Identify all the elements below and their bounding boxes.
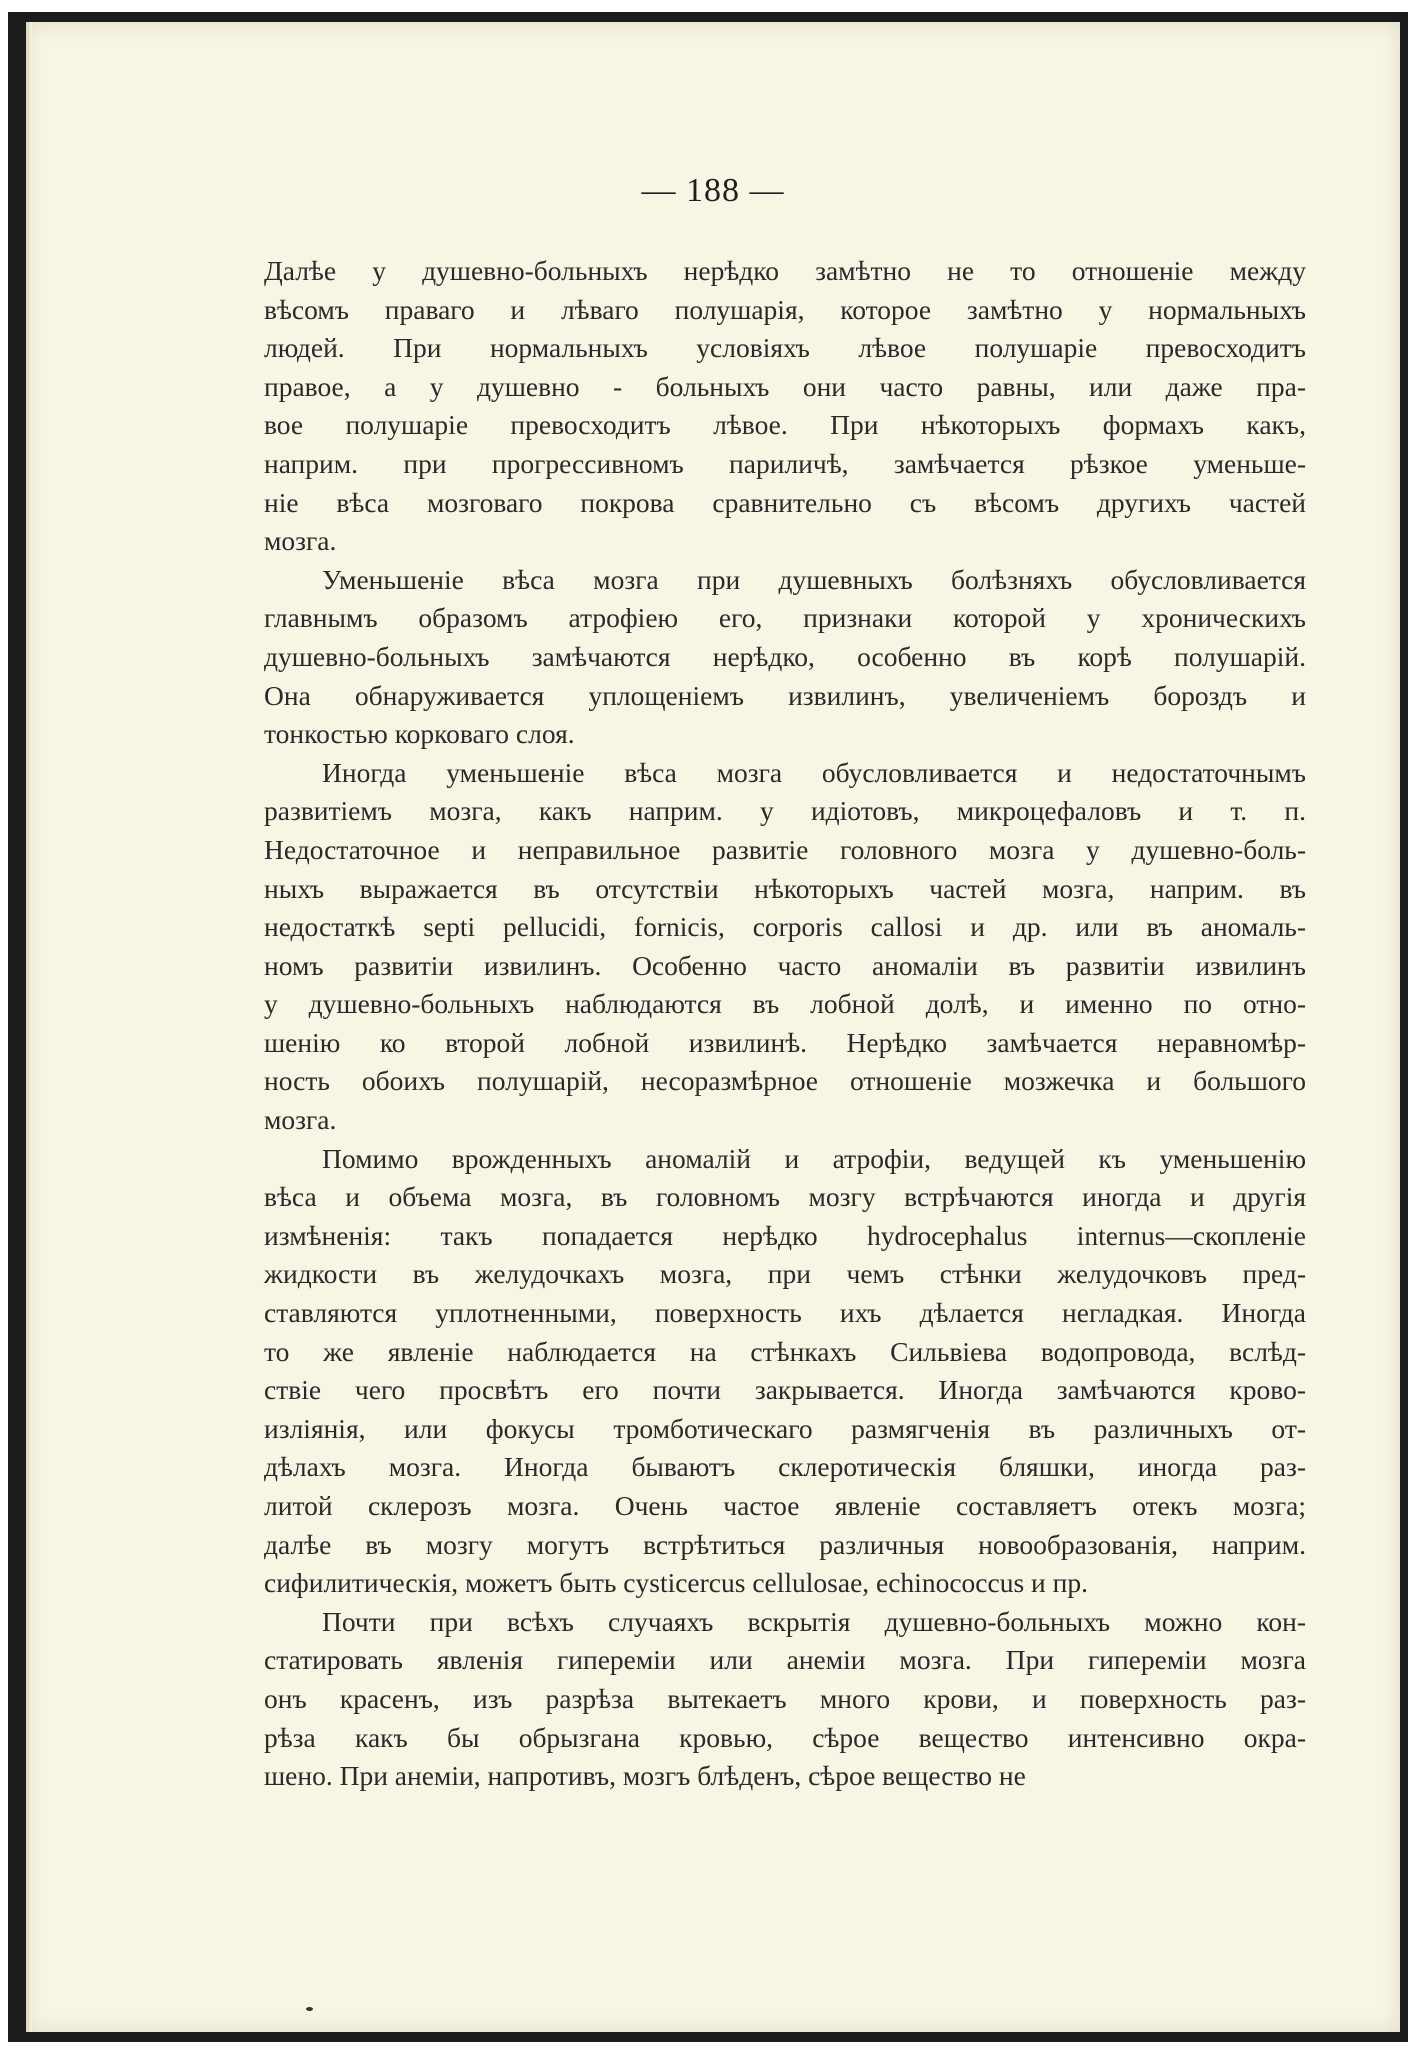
text-line: правое, а у душевно - больныхъ они часто равны, или даже пра- xyxy=(264,370,1306,402)
text-line: шенію ко второй лобной извилинѣ. Нерѣдко замѣчается неравномѣр- xyxy=(264,1026,1306,1058)
ink-speck xyxy=(306,2007,313,2011)
paragraph xyxy=(264,754,1306,1140)
paragraph xyxy=(264,561,1306,754)
text-line: Уменьшеніе вѣса мозга при душевныхъ болѣзняхъ обусловливается xyxy=(322,563,1306,595)
text-line: людей. При нормальныхъ условіяхъ лѣвое полушаріе превосходитъ xyxy=(264,332,1306,364)
text-line: Она обнаруживается уплощеніемъ извилинъ, увеличеніемъ бороздъ и xyxy=(264,679,1306,711)
text-line: литой склерозъ мозга. Очень частое явленіе составляетъ отекъ мозга; xyxy=(264,1490,1306,1521)
text-line: вѣса и объема мозга, въ головномъ мозгу встрѣчаются иногда и другія xyxy=(264,1181,1306,1213)
text-line: мозга. xyxy=(264,525,337,557)
text-line: статировать явленія гипереміи или анеміи мозга. При гипереміи мозга xyxy=(264,1644,1306,1676)
body-text xyxy=(264,252,1306,1796)
text-line: душевно-больныхъ замѣчаются нерѣдко, особенно въ корѣ полушарій. xyxy=(264,640,1306,672)
text-line: ствіе чего просвѣтъ его почти закрывается. Иногда замѣчаются крово- xyxy=(264,1374,1306,1406)
text-line: тонкостью корковаго слоя. xyxy=(264,718,575,750)
text-line: то же явленіе наблюдается на стѣнкахъ Сильвіева водопровода, вслѣд- xyxy=(264,1335,1306,1367)
text-line: дѣлахъ мозга. Иногда бываютъ склеротическія бляшки, иногда раз- xyxy=(264,1451,1306,1483)
text-line: вое полушаріе превосходитъ лѣвое. При нѣкоторыхъ формахъ какъ, xyxy=(264,409,1306,441)
text-line: ныхъ выражается въ отсутствіи нѣкоторыхъ частей мозга, наприм. въ xyxy=(264,872,1306,904)
paragraph xyxy=(264,1140,1306,1603)
text-line: Иногда уменьшеніе вѣса мозга обусловливается и недостаточнымъ xyxy=(322,756,1306,788)
text-line: номъ развитіи извилинъ. Особенно часто аномаліи въ развитіи извилинъ xyxy=(264,949,1306,981)
text-line: Почти при всѣхъ случаяхъ вскрытія душевно-больныхъ можно кон- xyxy=(322,1605,1306,1637)
text-line: шено. При анеміи, напротивъ, мозгъ блѣденъ, сѣрое вещество не xyxy=(264,1760,1026,1792)
text-line: сифилитическія, можетъ быть cysticercus cellulosae, echinococcus и пр. xyxy=(264,1567,1088,1599)
page-number: — 188 — xyxy=(641,172,785,209)
text-line: наприм. при прогрессивномъ париличѣ, замѣчается рѣзкое уменьше- xyxy=(264,447,1306,479)
text-line: главнымъ образомъ атрофіею его, признаки которой у хроническихъ xyxy=(264,602,1306,634)
text-line: рѣза какъ бы обрызгана кровью, сѣрое вещество интенсивно окра- xyxy=(264,1721,1306,1753)
text-line: далѣе въ мозгу могутъ встрѣтиться различныя новообразованія, наприм. xyxy=(264,1528,1306,1560)
paragraph xyxy=(264,1603,1306,1796)
text-line: развитіемъ мозга, какъ наприм. у идіотовъ, микроцефаловъ и т. п. xyxy=(264,795,1306,827)
text-line: Недостаточное и неправильное развитіе головного мозга у душевно-боль- xyxy=(264,833,1306,865)
text-line: ніе вѣса мозговаго покрова сравнительно съ вѣсомъ другихъ частей xyxy=(264,486,1306,518)
paragraph xyxy=(264,252,1306,561)
book-page xyxy=(26,22,1400,2032)
text-line: измѣненія: такъ попадается нерѣдко hydrocephalus internus—скопленіе xyxy=(264,1219,1306,1251)
text-line: онъ красенъ, изъ разрѣза вытекаетъ много крови, и поверхность раз- xyxy=(264,1682,1306,1714)
text-line: изліянія, или фокусы тромботическаго размягченія въ различныхъ от- xyxy=(264,1412,1306,1444)
text-line: мозга. xyxy=(264,1104,337,1136)
text-line: вѣсомъ праваго и лѣваго полушарія, которое замѣтно у нормальныхъ xyxy=(264,293,1306,325)
text-line: ставляются уплотненными, поверхность ихъ дѣлается негладкая. Иногда xyxy=(264,1297,1306,1329)
text-line: у душевно-больныхъ наблюдаются въ лобной долѣ, и именно по отно- xyxy=(264,988,1306,1020)
text-line: ность обоихъ полушарій, несоразмѣрное отношеніе мозжечка и большого xyxy=(264,1065,1306,1097)
text-line: жидкости въ желудочкахъ мозга, при чемъ стѣнки желудочковъ пред- xyxy=(264,1258,1306,1290)
page-edge-shadow xyxy=(26,22,32,2032)
text-line: Далѣе у душевно-больныхъ нерѣдко замѣтно не то отношеніе между xyxy=(264,255,1306,286)
text-line: Помимо врожденныхъ аномалій и атрофіи, ведущей къ уменьшенію xyxy=(322,1142,1306,1174)
text-line: недостаткѣ septi pellucidi, fornicis, corporis callosi и др. или въ аномаль- xyxy=(264,911,1306,943)
